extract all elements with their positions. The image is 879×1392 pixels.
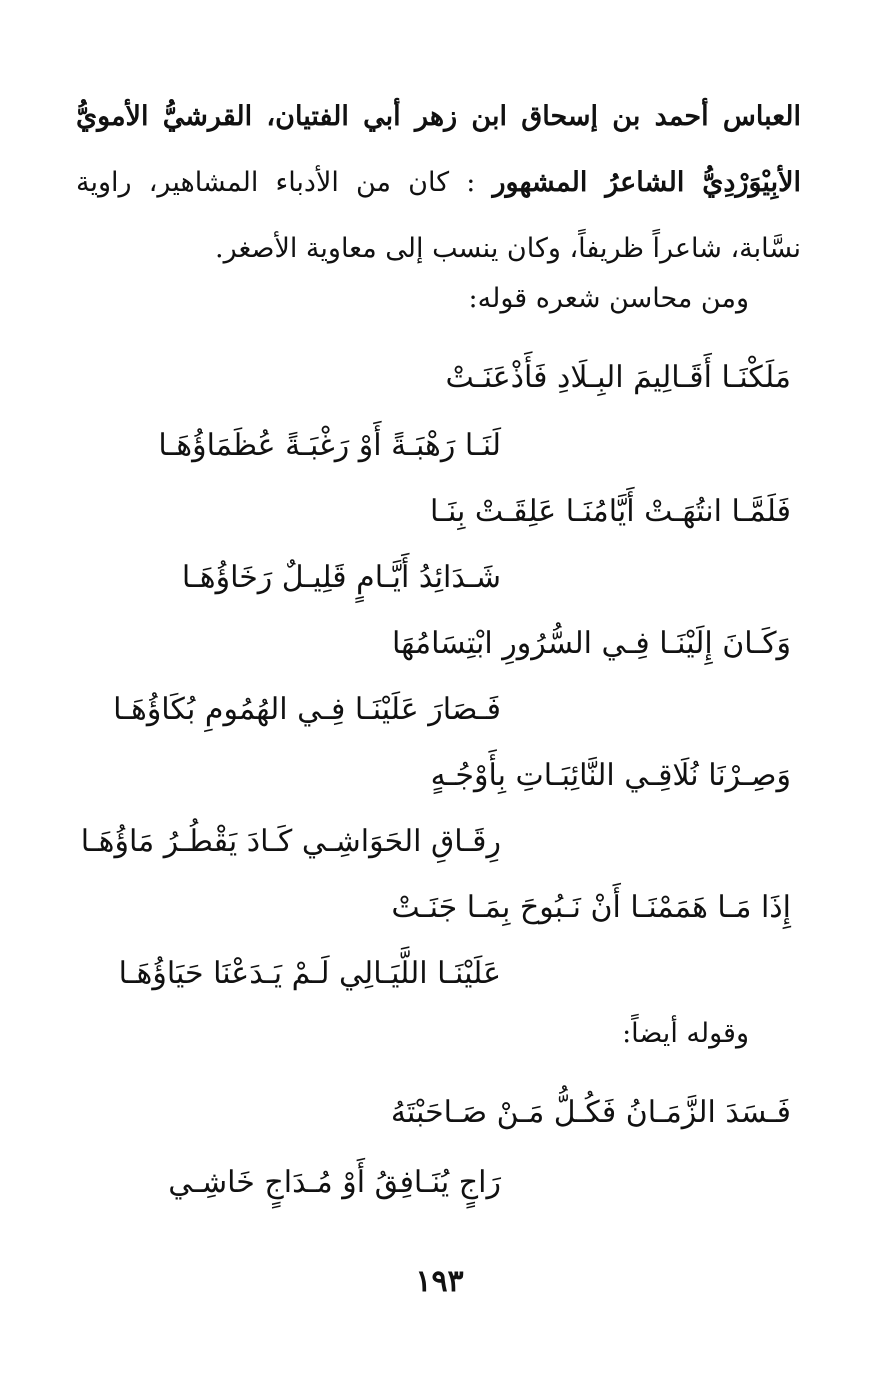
verse-hemistich: فَـسَدَ الزَّمَـانُ فَكُـلُّ مَـنْ صَـاحَبْتَهُ [390,1095,791,1130]
verse-hemistich: إِذَا مَـا هَمَمْنَـا أَنْ نَـبُوحَ بِمَـا جَنَـتْ [391,890,791,925]
biography-lead: العباس أحمد بن إسحاق ابن زهر أبي الفتيان، القرشيُّ الأمويُّ الأبِيْوَرْدِيُّ الشاعرُ المشهور [76,101,801,198]
verse-hemistich: رَاجٍ يُنَـافِقُ أَوْ مُـدَاجٍ خَاشِـي [168,1165,501,1200]
verse-hemistich: لَنَـا رَهْبَـةً أَوْ رَغْبَـةً عُظَمَاؤُهَـا [158,428,501,463]
verse-hemistich: مَلَكْنَـا أَقَـالِيمَ البِـلَادِ فَأَذْعَنَـتْ [445,360,791,395]
biography-paragraph [76,84,801,282]
verse-hemistich: عَلَيْنَـا اللَّيَـالِي لَـمْ يَـدَعْنَا حَيَاؤُهَـا [118,956,501,991]
verse-hemistich: فَـصَارَ عَلَيْنَـا فِـي الهُمُومِ بُكَاؤُهَـا [113,692,501,727]
poem-intro-2: وقوله أيضاً: [622,1018,749,1049]
biography-text: : كان من الأدباء المشاهير، راوية نسَّابة، شاعراً ظريفاً، وكان ينسب إلى معاوية الأصغر. [76,167,801,264]
verse-hemistich: وَكَـانَ إِلَيْنَـا فِـي السُّرُورِ ابْتِسَامُهَا [392,626,791,661]
verse-hemistich: وَصِـرْنَا نُلَاقِـي النَّائِبَـاتِ بِأَوْجُـهٍ [430,758,791,793]
verse-hemistich: شَـدَائِدُ أَيَّـامٍ قَلِيـلٌ رَخَاؤُهَـا [181,560,501,595]
poem-intro-1: ومن محاسن شعره قوله: [468,283,749,314]
page-number: ١٩٣ [415,1264,464,1299]
verse-hemistich: رِقَـاقِ الحَوَاشِـي كَـادَ يَقْطُـرُ مَاؤُهَـا [80,824,501,859]
verse-hemistich: فَلَمَّـا انتُهَـتْ أَيَّامُنَـا عَلِقَـتْ بِنَـا [430,494,791,529]
